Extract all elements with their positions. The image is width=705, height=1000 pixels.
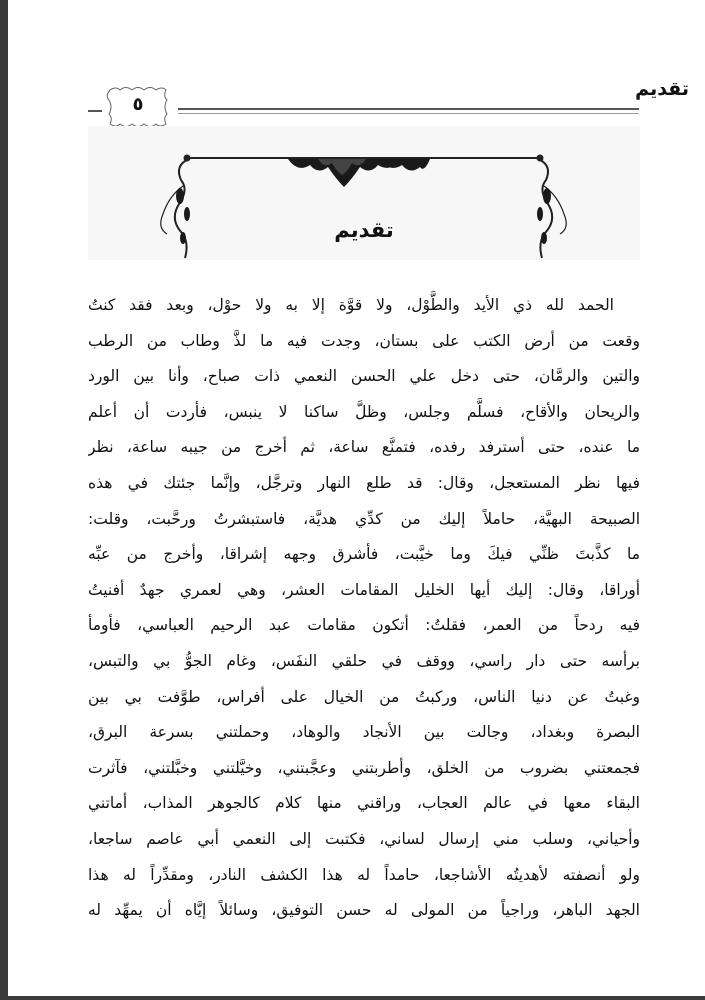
text-line: فيه ردحاً من العمر، فقلتُ: أتكون مقامات عبد الرحيم العباسي، فأومأ <box>88 616 640 635</box>
chapter-title-frame <box>88 126 640 260</box>
chapter-title: تقديم <box>334 218 394 242</box>
text-line: وقعت من أرض الكتب على بستان، وجدت فيه ما لذَّ وطاب من الرطب <box>88 331 640 350</box>
scan-edge-bottom <box>0 996 705 1000</box>
body-paragraph <box>88 288 640 929</box>
text-line: وغبتُ عن دنيا الناس، وركبتُ من الخيال على أفراس، طوَّفت بي بين <box>88 687 640 706</box>
scan-edge-left <box>0 0 8 1000</box>
running-header-title: تقديم <box>635 78 689 100</box>
text-line: البقاء معها في عالم العجاب، وراقني منها كلام كالجوهر المذاب، أماتني <box>88 794 640 813</box>
text-line: ما كذَّبتَ ظنِّي فيكَ وما خيَّبت، فأشرق وجهه إشراقا، وأخرج من عبِّه <box>88 545 640 564</box>
text-line: وأحياني، وسلب مني إرسال لساني، فكتبت إلى النعمي أبي عاصم ساجعا، <box>88 829 640 848</box>
header-dash <box>88 110 102 112</box>
text-line: البصرة وبغداد، وجالت بين الأنجاد والوهاد، وحملتني بسرعة البرق، <box>88 723 640 742</box>
page-number-ornament <box>104 84 172 130</box>
text-line: أوراقا، وقال: إليك أيها الخليل المقامات العشر، وهي لعمري جهدٌ أفنيتُ <box>88 580 640 599</box>
text-line: الحمد لله ذي الأيد والطَّوْل، ولا قوَّة إلا به ولا حوْل، وبعد فقد كنتُ <box>88 296 614 314</box>
text-line: ولو أنصفته لأهديتُه الأشاجعا، حامداً له هذا الكشف النادر، ومقدِّراً له هذا <box>88 865 640 884</box>
text-line: برأسه حتى دار راسي، ووقف في حلقي النفَس، وغام الجوُّ بي والتبس، <box>88 651 640 670</box>
text-line: فيها نظر المستعجل، وقال: قد طلع النهار وترجَّل، وإنَّما جئتك في هذه <box>88 473 640 492</box>
text-line: فجمعتني بضروب من الخلق، وأطربتني وعجَّبتني، وخيَّلتني وخبَّلتني، فآثرت <box>88 758 640 777</box>
text-line: الصبيحة البهيَّة، حاملاً إليك من كدِّي هديَّة، فاستبشرتُ ورحَّبت، وقلت: <box>88 509 640 528</box>
text-line: ما عنده، حتى أسترفد رفده، فتمنَّع ساعة، ثم أخرج من جيبه ساعة، نظر <box>88 438 640 457</box>
text-line: والريحان والأقاح، فسلَّم وجلس، وظلَّ ساكنا لا ينبس، فأردت أن أعلم <box>88 402 640 421</box>
header-rule <box>178 108 639 114</box>
text-line: الجهد الباهر، وراجياً من المولى له حسن التوفيق، وسائلاً إيَّاه أن يمهِّد له <box>88 901 640 920</box>
text-line: والتين والرمَّان، حتى دخل علي الحسن النعمي ذات صباح، وأنا بين الورد <box>88 367 640 386</box>
page-number: ٥ <box>132 94 144 115</box>
